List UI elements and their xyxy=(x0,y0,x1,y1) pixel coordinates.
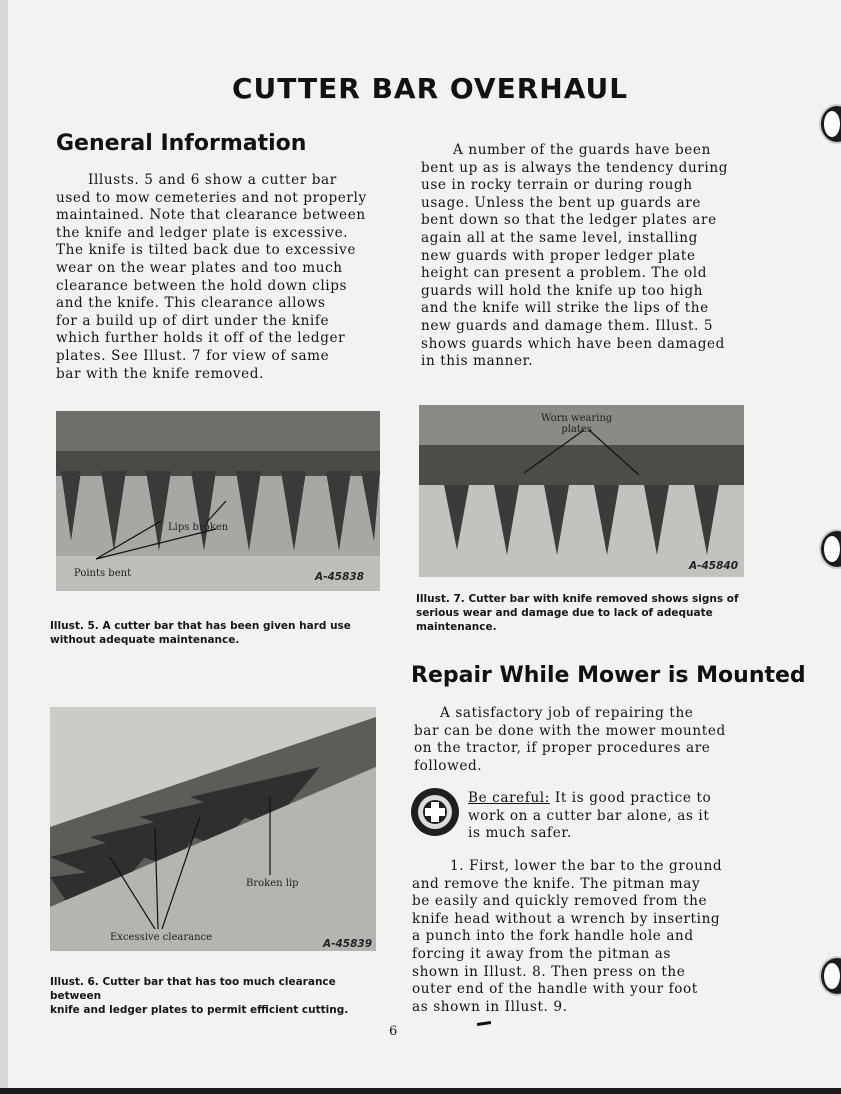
illust-7-photo xyxy=(419,405,744,577)
binder-hole xyxy=(819,529,841,569)
careful-text: It is good practice to work on a cutter bar alone, as it is much safer. xyxy=(468,790,712,842)
pen-mark xyxy=(477,1021,491,1026)
page-number: 6 xyxy=(389,1024,398,1039)
label-worn-wearing-plates: Worn wearing plates xyxy=(541,413,613,435)
cutter-bar-illustration xyxy=(50,707,376,951)
label-broken-lip: Broken lip xyxy=(246,878,299,889)
label-excessive-clearance: Excessive clearance xyxy=(110,932,213,943)
safety-first-icon xyxy=(411,788,459,836)
page-title: CUTTER BAR OVERHAUL xyxy=(232,72,629,105)
label-points-bent: Points bent xyxy=(74,568,132,579)
label-lips-broken: Lips broken xyxy=(168,522,229,533)
general-paragraph-1: Illusts. 5 and 6 show a cutter bar used to mow cemeteries and not properly maintained. Note that clearance between the knife and ledger plate is excessive. The knife is tilted back due to excessive wear on the wear plates and too much clearance between the hold down clips and the knife. This clearance allows for a build up of dirt under the knife which further holds it off of the ledger plates. See Illust. 7 for view of same bar with the knife removed. xyxy=(56,172,367,382)
general-paragraph-2: A number of the guards have been bent up as is always the tendency during use in rocky terrain or during rough usage. Unless the bent up guards are bent down so that the ledger plates are again all at the same level, installing new guards with proper ledger plate height can present a problem. The old guards will hold the knife up too high and the knife will strike the lips of the new guards and damage them. Illust. 5 shows guards which have been damaged in this manner. xyxy=(421,142,728,370)
section-heading-general: General Information xyxy=(56,131,307,156)
illust-6-photo xyxy=(50,707,376,951)
page-bottom-edge xyxy=(0,1088,841,1094)
binder-hole xyxy=(819,956,841,996)
illust-6-caption: Illust. 6. Cutter bar that has too much clearance between knife and ledger plates to permit efficient cutting. xyxy=(50,976,349,1016)
careful-label: Be careful: xyxy=(468,790,550,806)
cutter-bar-illustration xyxy=(56,411,380,591)
illust-7-caption: Illust. 7. Cutter bar with knife removed shows signs of serious wear and damage due to lack of adequate maintenance. xyxy=(416,593,739,633)
photo-code: A-45838 xyxy=(315,571,365,583)
careful-note xyxy=(468,790,758,843)
photo-code: A-45839 xyxy=(323,938,373,950)
illust-5-caption: Illust. 5. A cutter bar that has been given hard use without adequate maintenance. xyxy=(50,620,351,646)
repair-paragraph-1: A satisfactory job of repairing the bar can be done with the mower mounted on the tractor, if proper procedures are followed. xyxy=(414,705,726,774)
page-left-edge xyxy=(0,0,8,1094)
photo-code: A-45840 xyxy=(689,560,739,572)
section-heading-repair: Repair While Mower is Mounted xyxy=(411,663,806,688)
binder-hole xyxy=(819,104,841,144)
illust-5-photo xyxy=(56,411,380,591)
repair-paragraph-2: 1. First, lower the bar to the ground and remove the knife. The pitman may be easily and quickly removed from the knife head without a wrench by inserting a punch into the fork handle hole and forcing it away from the pitman as shown in Illust. 8. Then press on the outer end of the handle with your foot as shown in Illust. 9. xyxy=(412,858,723,1015)
